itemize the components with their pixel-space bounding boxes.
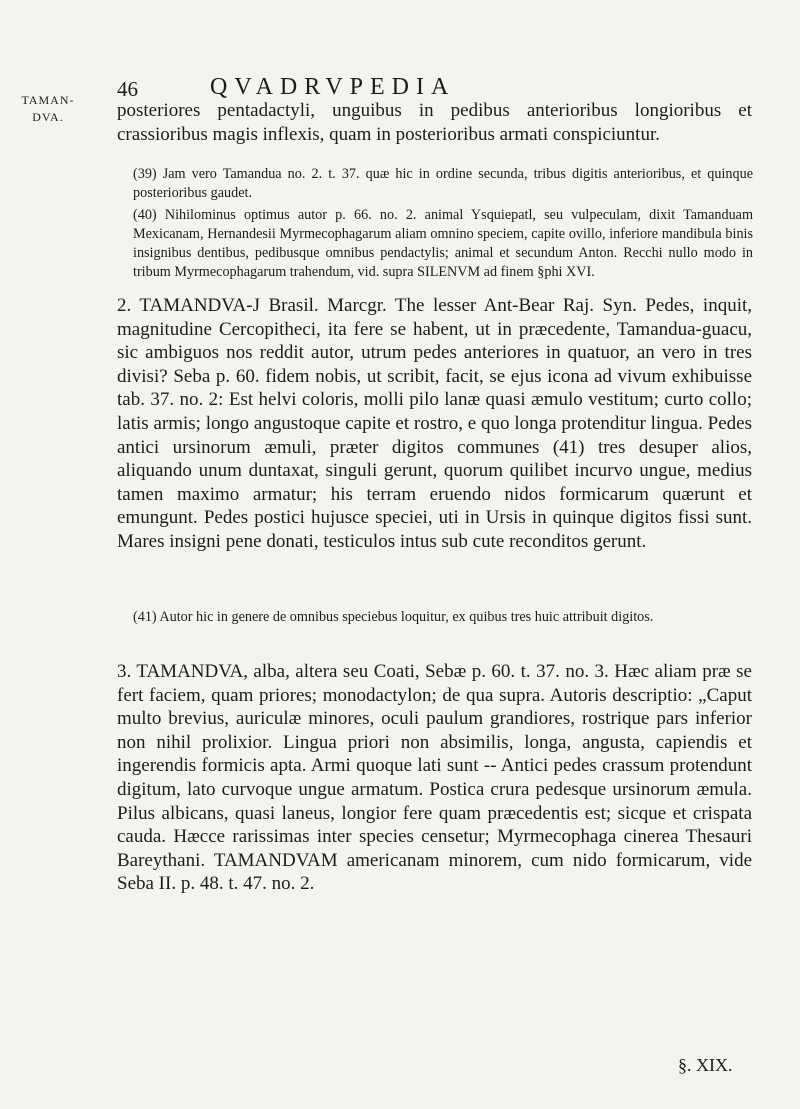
margin-taman: TAMAN- <box>21 93 75 107</box>
footnote-40: (40) Nihilominus optimus autor p. 66. no. 2. animal Ysquiepatl, seu vulpeculam, dixit Tamanduam Mexicanam, Hernandesii Myrmecophagarum aliam omnino speciem, capite ovillo, inferiore mandibula binis insignibus dentibus, pedibusque omnibus pendactylis; animal et secundum Anton. Recchi nullo modo in tribum Myrmecophagarum trahendum, vid. supra SILENVM ad finem §phi XVI. <box>133 207 753 280</box>
paragraph-continuation: posteriores pentadactyli, unguibus in pedibus anterioribus longioribus et crassioribus magis inflexis, quam in posterioribus armati conspiciuntur. <box>117 100 752 145</box>
footnote-39: (39) Jam vero Tamandua no. 2. t. 37. quæ hic in ordine secunda, tribus digitis anterioribus, et quinque posterioribus gaudet. <box>133 166 753 201</box>
paragraph-tamandua-alba: 3. TAMANDVA, alba, altera seu Coati, Sebæ p. 60. t. 37. no. 3. Hæc aliam præ se fert faciem, quam priores; monodactylon; de qua supra. Autoris descriptio: „Caput multo brevius, auriculæ minores, oculi paulum grandiores, rostrique pars inferior non nihil prolixior. Lingua priori non absimilis, longa, angusta, capiendis et ingerendis formicis apta. Armi quoque lati sunt -- Antici pedes crassum protendunt digitum, lato curvoque ungue armatum. Postica crura pedesque ursinorum æmula. Pilus albicans, quasi laneus, longior fere quam præcedentis est; sicque et crispata cauda. Hæcce rarissimas inter species censetur; Myrmecophaga cinerea Thesauri Bareythani. TAMANDVAM americanam minorem, cum nido formicarum, vide Seba II. p. 48. t. 47. no. 2. <box>117 661 752 895</box>
paragraph-tamandua-j: 2. TAMANDVA-J Brasil. Marcgr. The lesser Ant-Bear Raj. Syn. Pedes, inquit, magnitudine Cercopitheci, ita fere se habent, ut in præcedente, Tamandua-guacu, sic ambiguos nos reddit autor, utrum pedes anteriores in quatuor, an vero in tres divisi? Seba p. 60. fidem nobis, ut scribit, facit, se ejus icona ad vivum exhibuisse tab. 37. no. 2: Est helvi coloris, molli pilo lanæ quasi æmulo vestitum; curto collo; latis armis; longo angustoque capite et rostro, e quo longa protenditur lingua. Pedes antici ursinorum æmuli, præter digitos communes (41) tres desuper alios, aliquando unum duntaxat, singuli gerunt, quorum quilibet incurvo ungue, medius tamen maximo armatur; his terram eruendo nidos formicarum quærunt et emungunt. Pedes postici hujusce speciei, uti in Ursis in quinque digitos fissi sunt. Mares insigni pene donati, testiculos intus sub cute reconditos gerunt. <box>117 295 752 552</box>
margin-dva: DVA. <box>32 110 64 124</box>
margin-note <box>18 92 78 126</box>
page-number: 46 <box>117 77 138 101</box>
section-catchword: §. XIX. <box>678 1055 733 1075</box>
footnote-41: (41) Autor hic in genere de omnibus speciebus loquitur, ex quibus tres huic attribuit digitos. <box>133 609 654 625</box>
running-title: QVADRVPEDIA <box>210 74 456 100</box>
